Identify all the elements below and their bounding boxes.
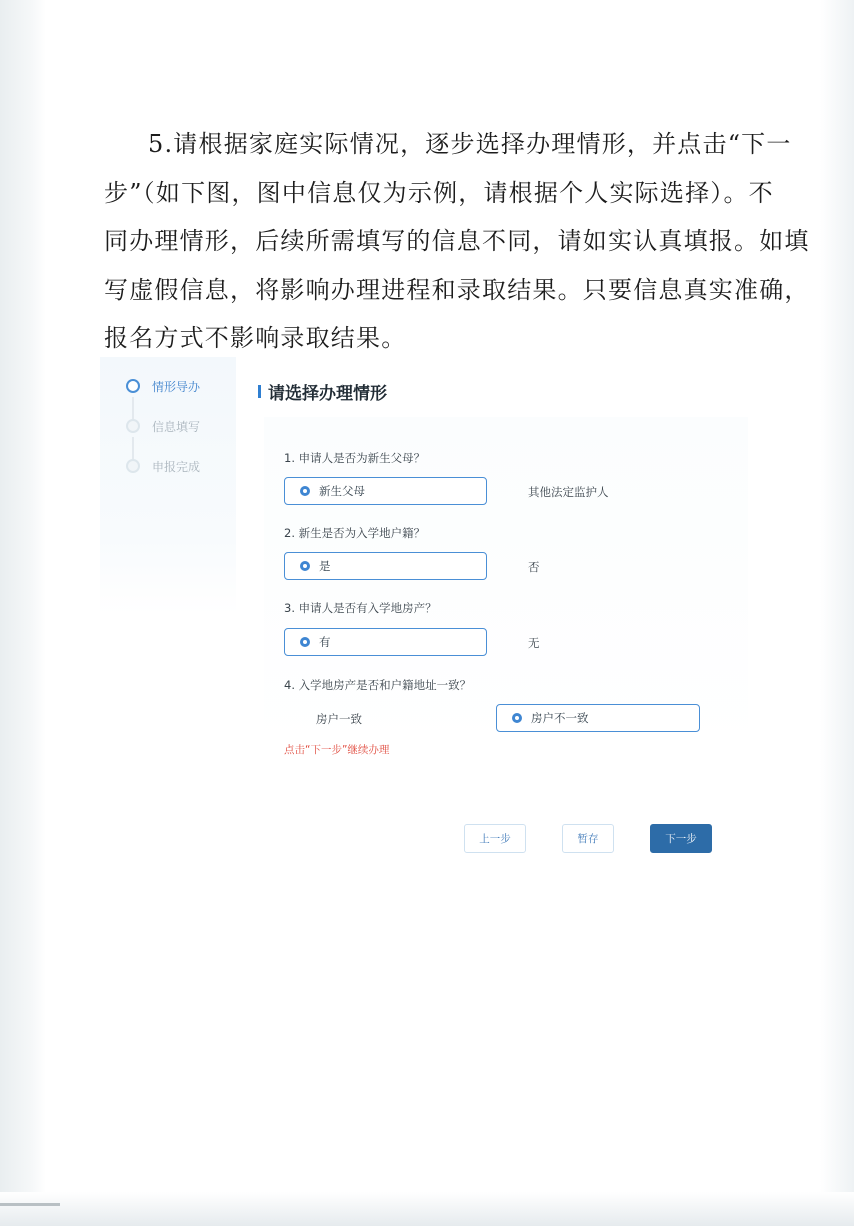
- option-selected[interactable]: [284, 552, 487, 580]
- option-label: 新生父母: [319, 484, 365, 498]
- radio-checked-icon: [300, 486, 310, 496]
- radio-checked-icon: [300, 637, 310, 647]
- question-label: 4. 入学地房产是否和户籍地址一致？: [284, 678, 472, 692]
- option-unselected[interactable]: 房户一致: [316, 712, 362, 726]
- edit-icon: [126, 419, 140, 433]
- question-card: [264, 417, 748, 753]
- step-label: 信息填写: [152, 419, 201, 434]
- done-icon: [126, 459, 140, 473]
- step-complete[interactable]: [126, 456, 200, 476]
- option-label: 房户不一致: [531, 711, 589, 725]
- step-sidebar: [100, 357, 236, 615]
- radio-checked-icon: [512, 713, 522, 723]
- question-label: 2. 新生是否为入学地户籍？: [284, 526, 426, 540]
- option-label: 有: [319, 635, 331, 649]
- option-unselected[interactable]: 其他法定监护人: [528, 485, 609, 499]
- paragraph-line: 写虚假信息，将影响办理进程和录取结果。只要信息真实准确，: [104, 275, 810, 304]
- step-label: 情形导办: [152, 379, 201, 394]
- option-selected[interactable]: [284, 628, 487, 656]
- option-selected[interactable]: [496, 704, 700, 732]
- option-label: 是: [319, 559, 331, 573]
- panel-title-text: 请选择办理情形: [268, 384, 387, 404]
- paragraph-line: 步”（如下图，图中信息仅为示例，请根据个人实际选择）。不: [104, 178, 774, 207]
- scan-border-right: [820, 0, 854, 1226]
- instruction-paragraph: [104, 120, 810, 363]
- save-draft-button[interactable]: 暂存: [562, 824, 614, 853]
- next-button[interactable]: 下一步: [650, 824, 712, 853]
- prev-button[interactable]: 上一步: [464, 824, 526, 853]
- option-selected[interactable]: [284, 477, 487, 505]
- panel-title: [258, 379, 387, 404]
- question-label: 1. 申请人是否为新生父母？: [284, 451, 426, 465]
- continue-hint: 点击“下一步”继续办理: [284, 744, 390, 756]
- embedded-screenshot: [100, 357, 748, 877]
- paragraph-line: 报名方式不影响录取结果。: [104, 324, 407, 352]
- step-guide[interactable]: [126, 376, 200, 396]
- guide-icon: [126, 379, 140, 393]
- paragraph-line: 5.请根据家庭实际情况，逐步选择办理情形，并点击“下一: [148, 130, 792, 158]
- scan-border-left: [0, 0, 46, 1226]
- option-unselected[interactable]: 否: [528, 560, 540, 574]
- step-label: 申报完成: [152, 459, 201, 474]
- title-accent-bar: [258, 385, 261, 398]
- question-label: 3. 申请人是否有入学地房产？: [284, 601, 437, 615]
- scan-border-bottom: [0, 1192, 854, 1226]
- radio-checked-icon: [300, 561, 310, 571]
- paragraph-line: 同办理情形，后续所需填写的信息不同，请如实认真填报。如填: [104, 227, 810, 255]
- option-unselected[interactable]: 无: [528, 636, 540, 650]
- scan-artifact-line: [0, 1203, 60, 1206]
- step-info-fill[interactable]: [126, 416, 200, 436]
